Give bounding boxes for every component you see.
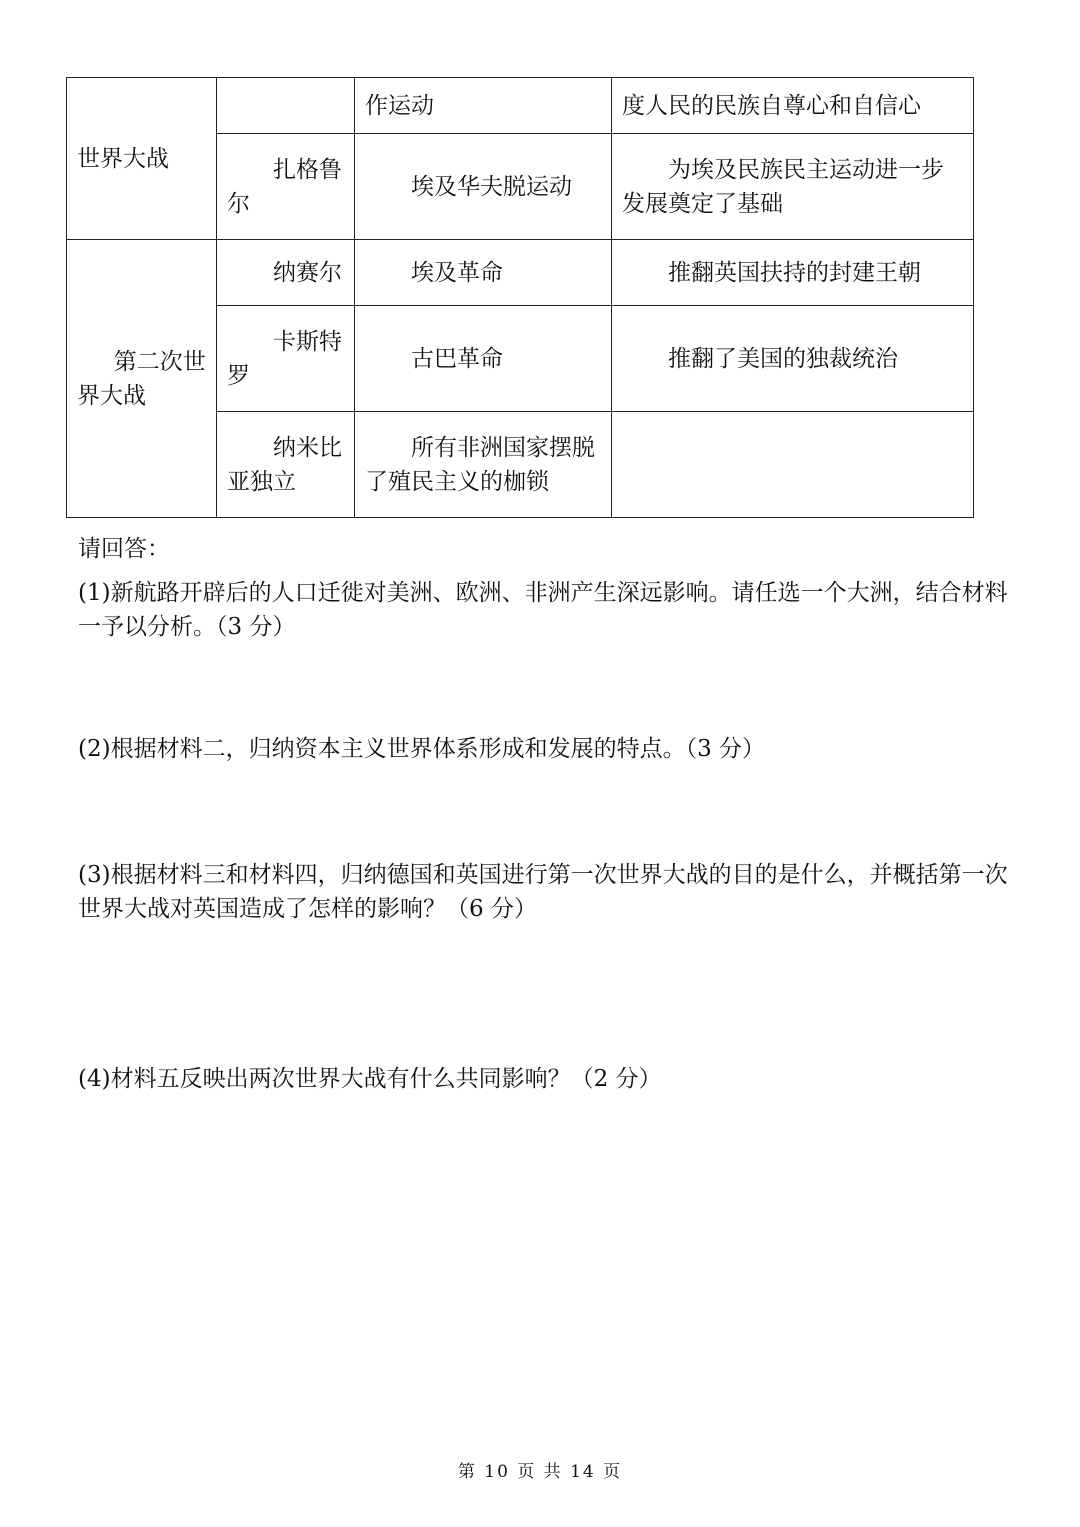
person-cell: 扎格鲁尔 (217, 134, 355, 240)
event-cell: 埃及革命 (355, 240, 612, 306)
person-cell (217, 78, 355, 134)
event-cell: 古巴革命 (355, 306, 612, 412)
impact-cell (612, 412, 974, 518)
person-cell: 纳赛尔 (217, 240, 355, 306)
impact-cell: 推翻英国扶持的封建王朝 (612, 240, 974, 306)
impact-cell: 推翻了美国的独裁统治 (612, 306, 974, 412)
event-cell: 埃及华夫脱运动 (355, 134, 612, 240)
history-table (66, 77, 974, 518)
question-1: (1)新航路开辟后的人口迁徙对美洲、欧洲、非洲产生深远影响。请任选一个大洲，结合材料一予以分析。（3 分） (78, 580, 1008, 640)
answer-prompt: 请回答： (78, 536, 170, 562)
question-2: (2)根据材料二，归纳资本主义世界体系形成和发展的特点。（3 分） (78, 736, 766, 762)
person-cell: 卡斯特罗 (217, 306, 355, 412)
event-cell: 作运动 (355, 78, 612, 134)
impact-cell: 为埃及民族民主运动进一步发展奠定了基础 (612, 134, 974, 240)
period-cell: 世界大战 (67, 78, 217, 240)
page-number: 第 10 页 共 14 页 (457, 1462, 623, 1482)
table-row (67, 240, 974, 306)
question-4: (4)材料五反映出两次世界大战有什么共同影响？（2 分） (78, 1066, 662, 1092)
question-3: (3)根据材料三和材料四，归纳德国和英国进行第一次世界大战的目的是什么，并概括第一次世界大战对英国造成了怎样的影响？（6 分） (78, 862, 1008, 922)
event-cell: 所有非洲国家摆脱了殖民主义的枷锁 (355, 412, 612, 518)
impact-cell: 度人民的民族自尊心和自信心 (612, 78, 974, 134)
period-cell: 第二次世界大战 (67, 240, 217, 518)
table-row (67, 78, 974, 134)
person-cell: 纳米比亚独立 (217, 412, 355, 518)
